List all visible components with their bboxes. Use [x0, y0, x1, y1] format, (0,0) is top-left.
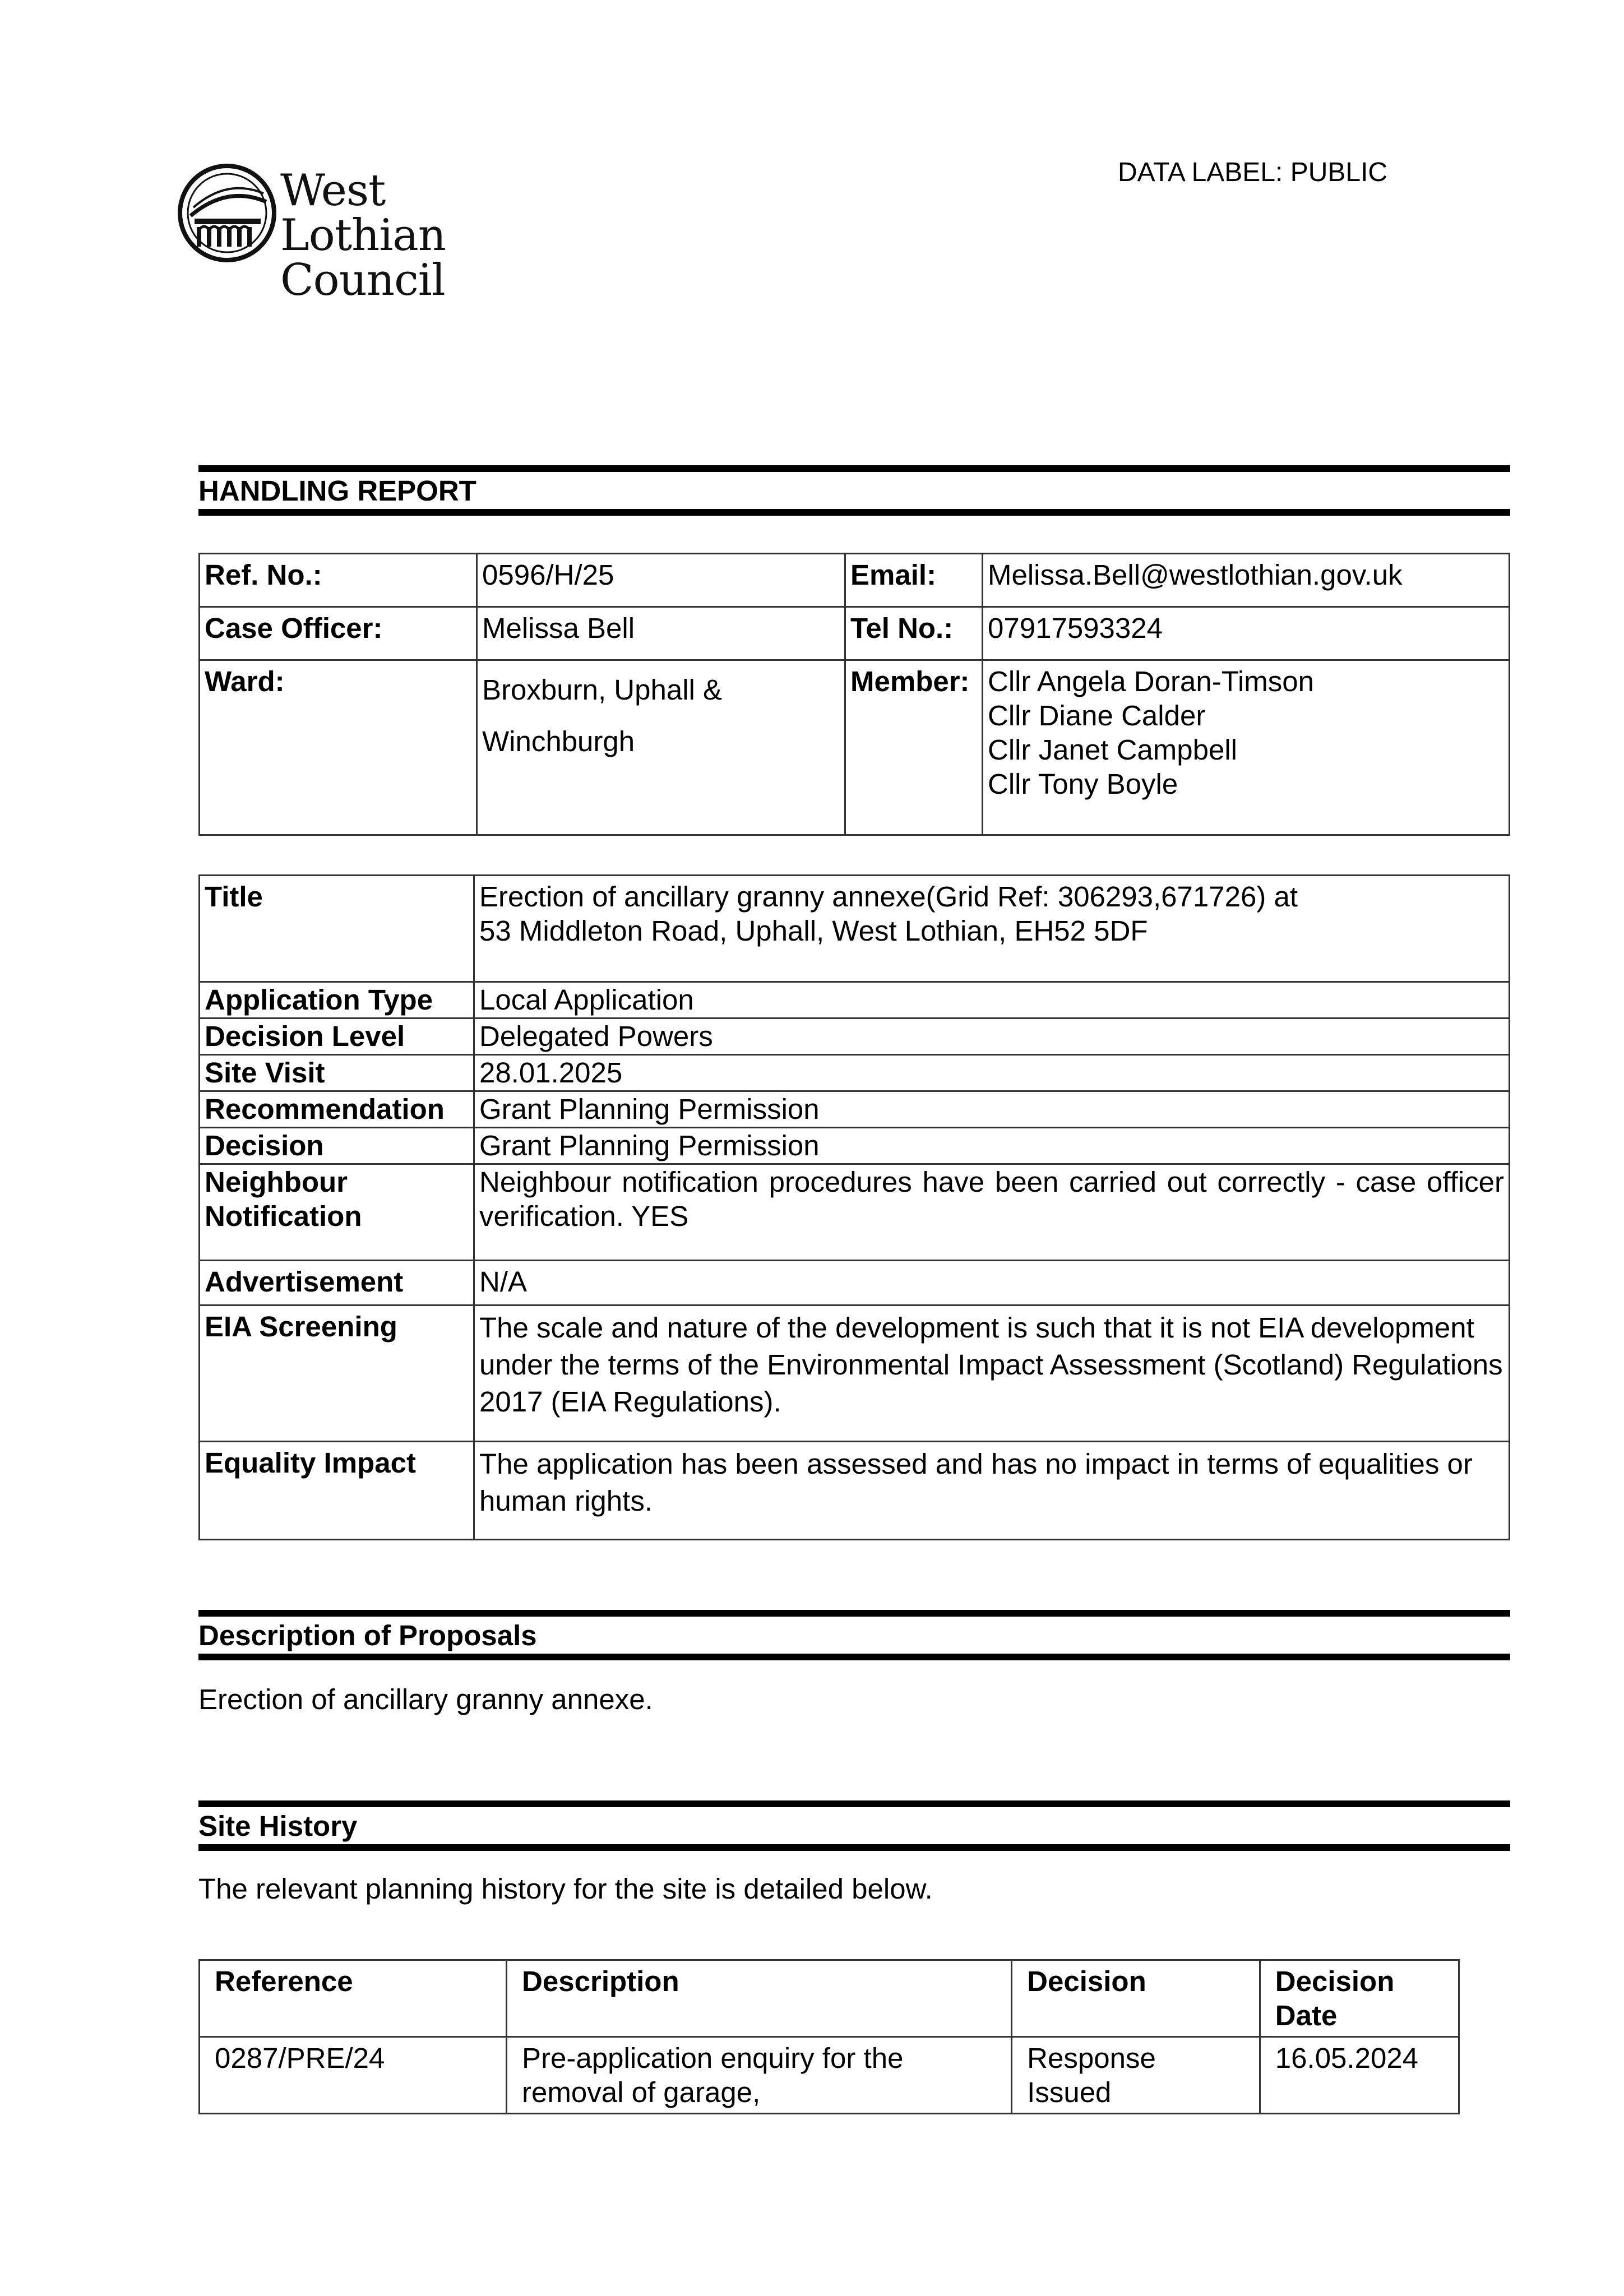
council-wordmark	[280, 165, 552, 305]
heading-text: HANDLING REPORT	[198, 475, 476, 507]
member-item: Cllr Tony Boyle	[988, 768, 1178, 800]
case-officer-value: Melissa Bell	[477, 607, 845, 660]
member-item: Cllr Angela Doran-Timson	[988, 665, 1314, 697]
neighbour-notification-label	[200, 1164, 474, 1261]
wordmark-line-1: West Lothian	[280, 165, 446, 261]
email-label: Email:	[845, 554, 983, 607]
handling-report-heading	[198, 465, 1510, 516]
column-header: Reference	[200, 1960, 507, 2037]
decision-label: Decision	[200, 1128, 474, 1164]
ward-line: Broxburn, Uphall &	[482, 674, 723, 706]
table-header-row	[200, 1960, 1459, 2037]
site-visit-label: Site Visit	[200, 1055, 474, 1091]
wordmark-line-2: Council	[280, 255, 445, 305]
decision-level-label: Decision Level	[200, 1019, 474, 1055]
eia-screening-label: EIA Screening	[200, 1306, 474, 1442]
application-details-table	[198, 874, 1510, 1540]
title-line: 53 Middleton Road, Uphall, West Lothian, EH52 5DF	[479, 915, 1148, 947]
decision-level-value: Delegated Powers	[474, 1019, 1510, 1055]
table-row	[200, 2037, 1459, 2114]
ward-line: Winchburgh	[482, 725, 635, 757]
decision-value: Grant Planning Permission	[474, 1128, 1510, 1164]
equality-impact-label: Equality Impact	[200, 1442, 474, 1540]
council-logo	[177, 163, 552, 305]
site-history-table	[198, 1959, 1460, 2114]
tel-value: 07917593324	[983, 607, 1510, 660]
member-label: Member:	[845, 660, 983, 835]
case-officer-label: Case Officer:	[200, 607, 477, 660]
label-line: Neighbour	[205, 1166, 348, 1198]
proposals-heading	[198, 1610, 1510, 1660]
history-decision-date: 16.05.2024	[1260, 2037, 1459, 2114]
equality-impact-value: The application has been assessed and has no impact in terms of equalities or human rights.	[474, 1442, 1510, 1540]
member-list	[983, 660, 1510, 835]
site-visit-value: 28.01.2025	[474, 1055, 1510, 1091]
site-history-intro: The relevant planning history for the site is detailed below.	[198, 1873, 933, 1905]
label-line: Notification	[205, 1200, 362, 1232]
column-header: Description	[507, 1960, 1012, 2037]
email-value[interactable]: Melissa.Bell@westlothian.gov.uk	[983, 554, 1510, 607]
tel-label: Tel No.:	[845, 607, 983, 660]
advertisement-value: N/A	[474, 1261, 1510, 1306]
member-item: Cllr Janet Campbell	[988, 734, 1238, 766]
application-type-label: Application Type	[200, 982, 474, 1019]
proposals-text: Erection of ancillary granny annexe.	[198, 1683, 653, 1715]
recommendation-value: Grant Planning Permission	[474, 1091, 1510, 1128]
heading-text: Description of Proposals	[198, 1619, 537, 1651]
member-item: Cllr Diane Calder	[988, 700, 1206, 732]
heading-text: Site History	[198, 1810, 358, 1842]
eia-screening-value: The scale and nature of the development is such that it is not EIA development under the terms of the Environmental Impact Assessment (Scotland) Regulations 2017 (EIA Regulations).	[474, 1306, 1510, 1442]
ref-value: 0596/H/25	[477, 554, 845, 607]
advertisement-label: Advertisement	[200, 1261, 474, 1306]
history-description: Pre-application enquiry for the removal of garage,	[507, 2037, 1012, 2114]
council-crest-icon	[177, 163, 277, 263]
ward-label: Ward:	[200, 660, 477, 835]
site-history-heading	[198, 1800, 1510, 1851]
data-label: DATA LABEL: PUBLIC	[1118, 158, 1388, 187]
history-reference: 0287/PRE/24	[200, 2037, 507, 2114]
title-label: Title	[200, 876, 474, 982]
recommendation-label: Recommendation	[200, 1091, 474, 1128]
history-decision: Response Issued	[1012, 2037, 1260, 2114]
application-type-value: Local Application	[474, 982, 1510, 1019]
ward-value	[477, 660, 845, 835]
title-value	[474, 876, 1510, 982]
column-header: Decision	[1012, 1960, 1260, 2037]
column-header: Decision Date	[1260, 1960, 1459, 2037]
ref-label: Ref. No.:	[200, 554, 477, 607]
neighbour-notification-value: Neighbour notification procedures have been carried out correctly - case officer verification. YES	[474, 1164, 1510, 1261]
title-line: Erection of ancillary granny annexe(Grid Ref: 306293,671726) at	[479, 881, 1298, 913]
case-info-table	[198, 553, 1510, 836]
